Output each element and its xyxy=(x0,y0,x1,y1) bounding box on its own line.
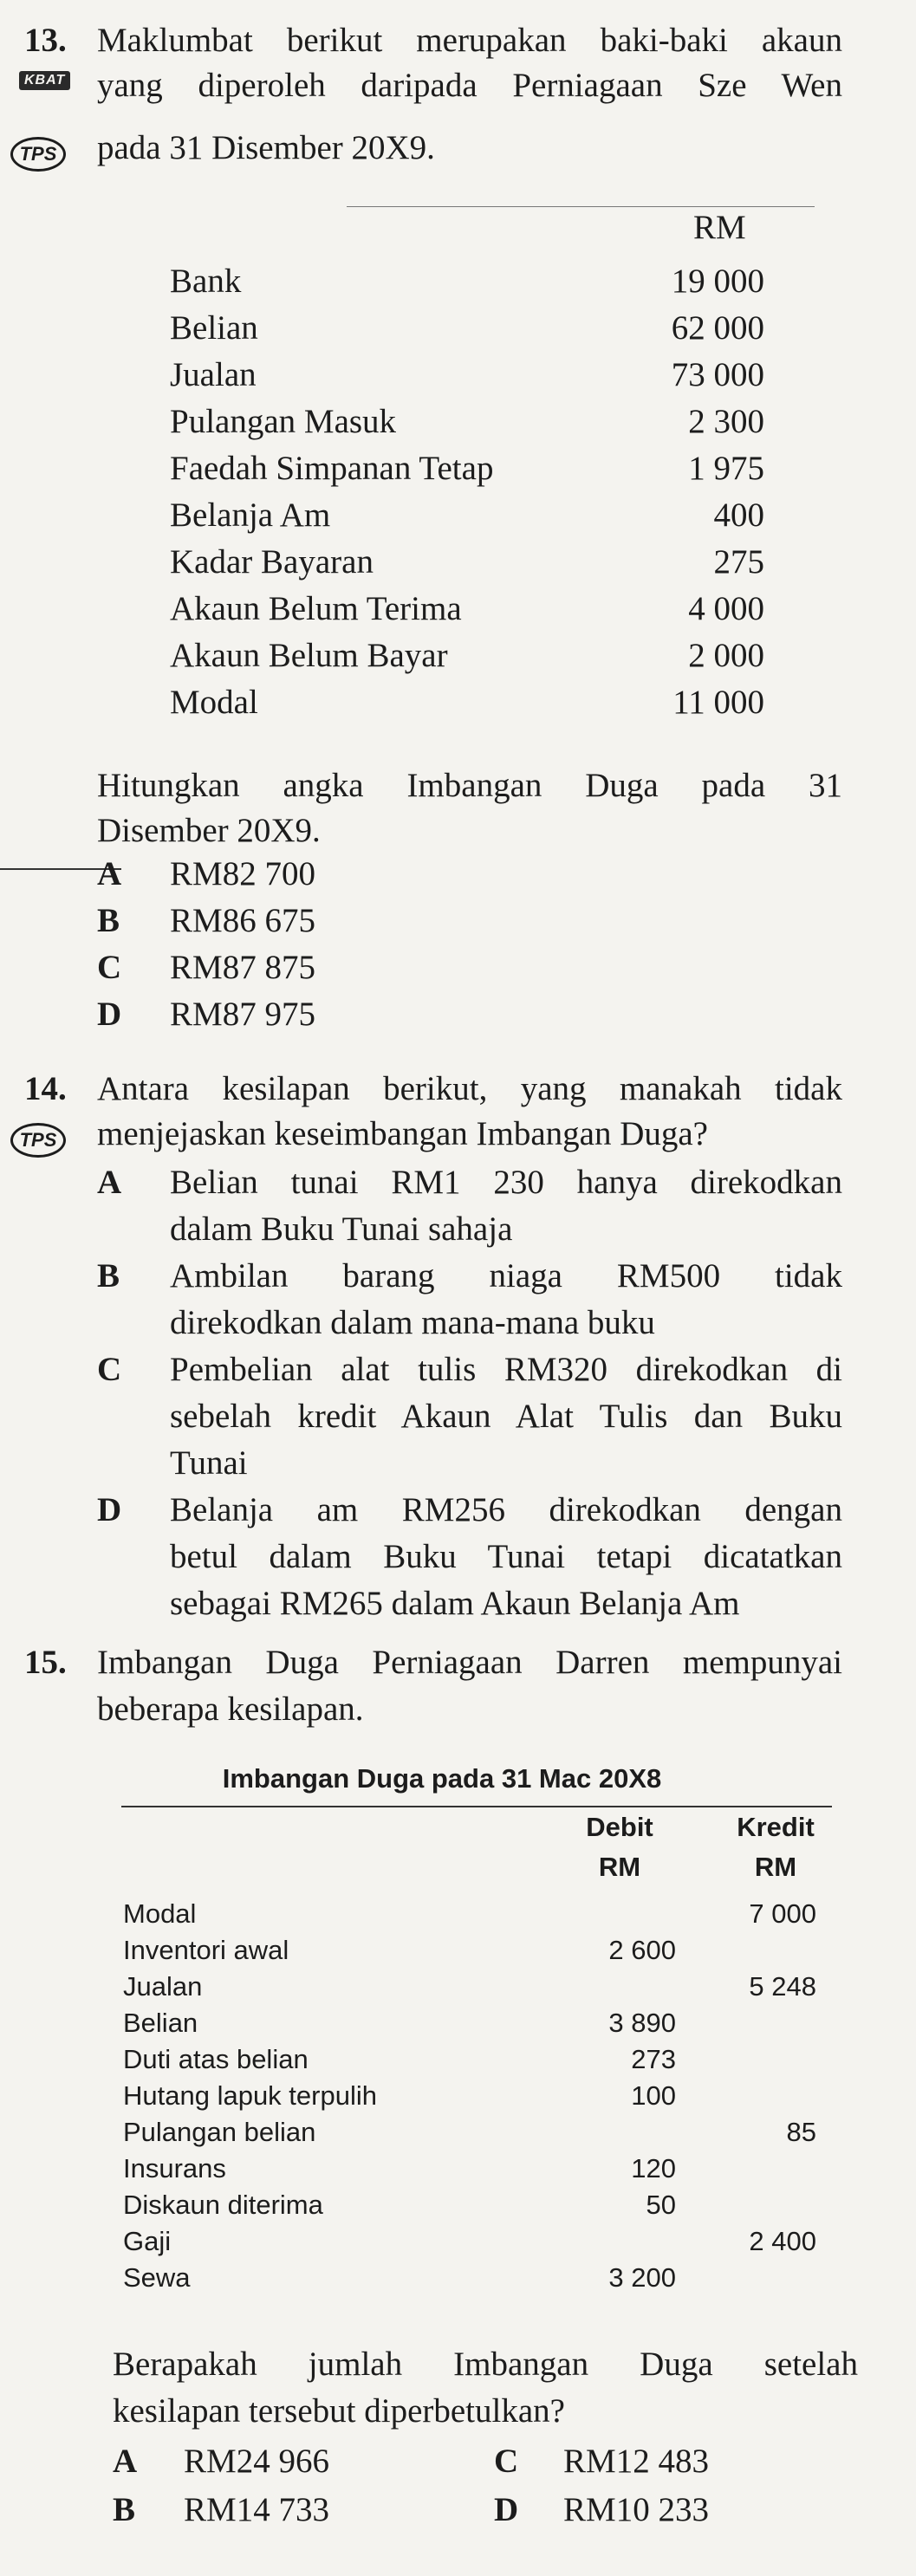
account-amount: 19 000 xyxy=(671,263,764,300)
q15-number: 15. xyxy=(24,1644,67,1681)
table-row-name: Inventori awal xyxy=(123,1935,289,1965)
account-name: Pulangan Masuk xyxy=(170,403,397,440)
table-row-kredit: 5 248 xyxy=(749,1971,816,2002)
table-row-debit: 120 xyxy=(631,2153,676,2183)
table-row-debit: 3 200 xyxy=(608,2262,676,2293)
option-text-line: direkodkan dalam mana-mana buku xyxy=(170,1304,655,1341)
account-amount: 2 300 xyxy=(688,403,764,440)
option-letter: D xyxy=(97,1491,122,1528)
q14-tps-badge: TPS xyxy=(10,1123,66,1158)
account-amount: 73 000 xyxy=(671,356,764,393)
option-text: RM24 966 xyxy=(184,2443,329,2480)
option-text-line: Tunai xyxy=(170,1444,248,1482)
option-text-line: Belian tunai RM1 230 hanya direkodkan xyxy=(170,1164,842,1201)
q15-col-debit-unit: RM xyxy=(598,1852,641,1882)
q13-number: 13. xyxy=(24,22,67,59)
option-letter: D xyxy=(494,2491,519,2528)
option-letter: A xyxy=(97,1164,122,1201)
account-name: Belian xyxy=(170,309,258,347)
option-text-line: betul dalam Buku Tunai tetapi dicatatkan xyxy=(170,1538,842,1575)
table-row-name: Jualan xyxy=(123,1971,203,2002)
option-text-line: Pembelian alat tulis RM320 direkodkan di xyxy=(170,1351,842,1388)
option-text: RM10 233 xyxy=(563,2491,709,2528)
option-text: RM87 975 xyxy=(170,996,315,1033)
account-amount: 62 000 xyxy=(671,309,764,347)
account-amount: 2 000 xyxy=(688,637,764,674)
q15-col-kredit: Kredit xyxy=(737,1812,815,1842)
account-amount: 400 xyxy=(713,496,764,534)
table-row-name: Belian xyxy=(123,2008,198,2038)
option-text: RM82 700 xyxy=(170,855,315,892)
q13-stem-line3: pada 31 Disember 20X9. xyxy=(97,129,435,166)
account-name: Kadar Bayaran xyxy=(170,543,374,581)
table-row-name: Diskaun diterima xyxy=(123,2190,323,2220)
option-letter: D xyxy=(97,996,122,1033)
account-amount: 1 975 xyxy=(688,450,764,487)
table-row-name: Pulangan belian xyxy=(123,2117,316,2147)
table-row-debit: 50 xyxy=(646,2190,676,2220)
q15-stem-line1: Imbangan Duga Perniagaan Darren mempunyai xyxy=(97,1644,842,1681)
option-letter: B xyxy=(113,2491,136,2528)
q13-header-rule xyxy=(347,206,815,207)
option-letter: C xyxy=(97,949,122,986)
table-row-name: Insurans xyxy=(123,2153,226,2183)
q15-stem-line2: beberapa kesilapan. xyxy=(97,1690,364,1728)
account-name: Akaun Belum Terima xyxy=(170,590,462,627)
option-letter: C xyxy=(494,2443,519,2480)
q15-col-kredit-unit: RM xyxy=(754,1852,797,1882)
q15-table-title: Imbangan Duga pada 31 Mac 20X8 xyxy=(222,1763,662,1794)
option-letter: A xyxy=(113,2443,138,2480)
q13-tps-badge: TPS xyxy=(10,137,66,172)
q15-question-line1: Berapakah jumlah Imbangan Duga setelah xyxy=(113,2346,858,2383)
option-text-line: dalam Buku Tunai sahaja xyxy=(170,1210,513,1248)
table-row-name: Modal xyxy=(123,1898,197,1929)
option-letter: A xyxy=(97,855,122,892)
option-text: RM86 675 xyxy=(170,902,315,939)
account-name: Belanja Am xyxy=(170,496,331,534)
q15-question-line2: kesilapan tersebut diperbetulkan? xyxy=(113,2392,565,2430)
q15-col-debit: Debit xyxy=(586,1812,653,1842)
table-row-debit: 2 600 xyxy=(608,1935,676,1965)
account-name: Akaun Belum Bayar xyxy=(170,637,448,674)
table-row-name: Duti atas belian xyxy=(123,2044,309,2074)
option-text-line: sebagai RM265 dalam Akaun Belanja Am xyxy=(170,1585,740,1622)
account-name: Jualan xyxy=(170,356,257,393)
table-row-kredit: 2 400 xyxy=(749,2226,816,2256)
option-letter: B xyxy=(97,902,120,939)
kbat-badge: KBAT xyxy=(19,71,70,90)
option-text: RM14 733 xyxy=(184,2491,329,2528)
q13-question-line1: Hitungkan angka Imbangan Duga pada 31 xyxy=(97,767,842,804)
q14-number: 14. xyxy=(24,1070,67,1107)
option-text-line: Ambilan barang niaga RM500 tidak xyxy=(170,1257,842,1294)
option-letter: C xyxy=(97,1351,122,1388)
table-row-name: Hutang lapuk terpulih xyxy=(123,2080,377,2111)
table-row-kredit: 85 xyxy=(786,2117,816,2147)
q13-currency-header: RM xyxy=(693,209,746,246)
q15-table-top-rule xyxy=(121,1806,832,1807)
option-text-line: sebelah kredit Akaun Alat Tulis dan Buku xyxy=(170,1398,842,1435)
q13-stem-line1: Maklumbat berikut merupakan baki-baki akaun xyxy=(97,22,842,59)
table-row-debit: 273 xyxy=(631,2044,676,2074)
option-text-line: Belanja am RM256 direkodkan dengan xyxy=(170,1491,842,1528)
table-row-debit: 100 xyxy=(631,2080,676,2111)
account-name: Faedah Simpanan Tetap xyxy=(170,450,494,487)
table-row-kredit: 7 000 xyxy=(749,1898,816,1929)
account-name: Bank xyxy=(170,263,242,300)
account-amount: 11 000 xyxy=(672,684,764,721)
table-row-name: Sewa xyxy=(123,2262,191,2293)
account-amount: 275 xyxy=(713,543,764,581)
table-row-name: Gaji xyxy=(123,2226,172,2256)
table-row-debit: 3 890 xyxy=(608,2008,676,2038)
account-amount: 4 000 xyxy=(688,590,764,627)
q14-stem-line2: menjejaskan keseimbangan Imbangan Duga? xyxy=(97,1115,708,1152)
q13-question-line2: Disember 20X9. xyxy=(97,812,321,849)
option-text: RM87 875 xyxy=(170,949,315,986)
option-letter: B xyxy=(97,1257,120,1294)
option-text: RM12 483 xyxy=(563,2443,709,2480)
account-name: Modal xyxy=(170,684,258,721)
q14-stem-line1: Antara kesilapan berikut, yang manakah tidak xyxy=(97,1070,842,1107)
q13-stem-line2: yang diperoleh daripada Perniagaan Sze Wen xyxy=(97,67,842,104)
